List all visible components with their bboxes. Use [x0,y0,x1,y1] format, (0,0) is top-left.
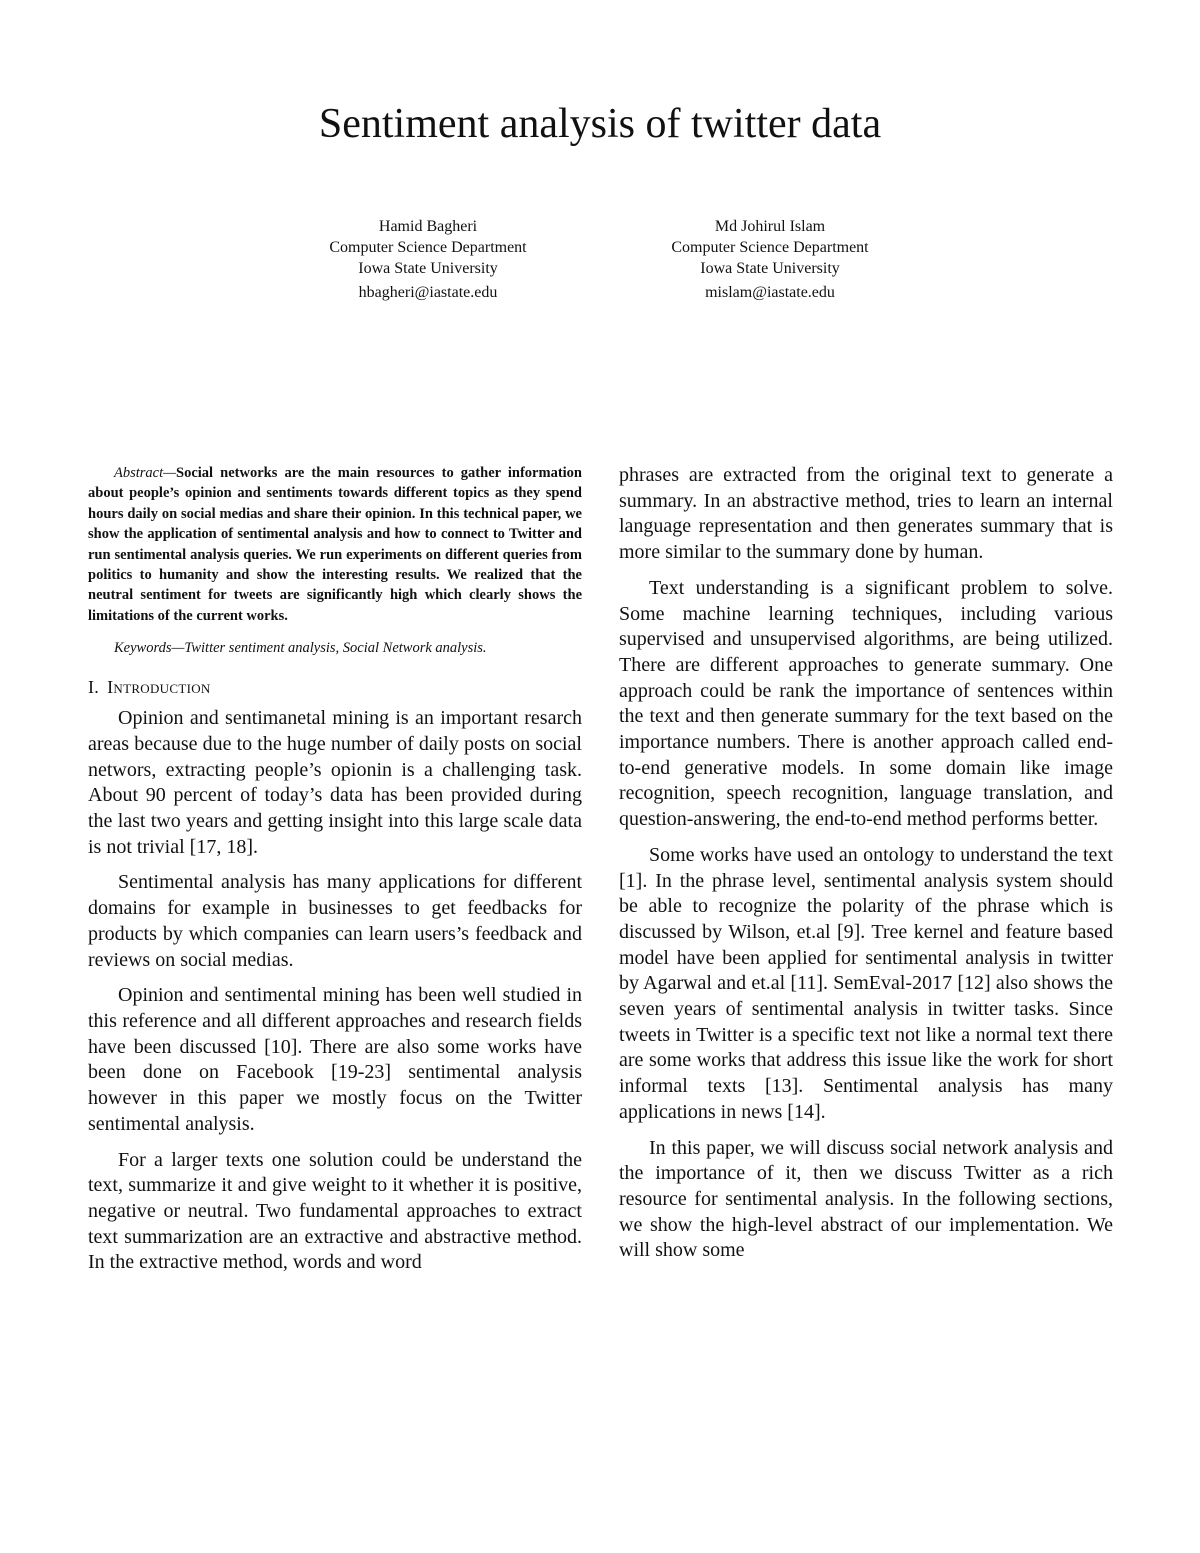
right-column [619,463,1113,1274]
abstract-lead: Abstract— [114,465,177,481]
left-column [88,463,582,1286]
author-block-1 [248,216,608,303]
section-title: Introduction [107,677,211,698]
author-university: Iowa State University [358,260,498,277]
author-department: Computer Science Department [671,239,869,256]
section-heading-introduction [88,676,582,698]
author-block-2 [590,216,950,303]
paper-title: Sentiment analysis of twitter data [318,101,882,147]
author-name: Md Johirul Islam [714,218,826,235]
body-paragraph: Text understanding is a significant problem to solve. Some machine learning techniques, including various supervised and unsupervised algorithms, are being utilized. There are different approaches to generate summary. One approach could be rank the importance of sentences within the text and then generate summary for the text based on the importance numbers. There is another approach called end-to-end generative models. In some domain like image recognition, speech recognition, language translation, and question-answering, the end-to-end method performs better. [619,576,1113,831]
body-paragraph: Sentimental analysis has many applications for different domains for example in businesses to get feedbacks for products by which companies can learn users’s feedback and reviews on social medias. [88,871,582,971]
body-paragraph: Some works have used an ontology to understand the text [1]. In the phrase level, sentimental analysis system should be able to recognize the polarity of the phrase which is discussed by Wilson, et.al [9]. Tree kernel and feature based model have been applied for sentimental analysis in twitter by Agarwal and et.al [11]. SemEval-2017 [12] also shows the seven years of sentimental analysis in twitter tasks. Since tweets in Twitter is a specific text not like a normal text there are some works that address this issue like the work for short informal texts [13]. Sentimental analysis has many applications in news [14]. [619,843,1113,1123]
body-paragraph-continued: phrases are extracted from the original text to generate a summary. In an abstractive method, tries to learn an internal language representation and then generates summary that is more similar to the summary done by human. [619,464,1113,564]
abstract-text: Social networks are the main resources to gather information about people’s opinion and sentiments towards different topics as they spend hours daily on social medias and share their opinion. In this technical paper, we show the application of sentimental analysis and how to connect to Twitter and run sentimental analysis queries. We run experiments on different queries from politics to humanity and show the interesting results. We realized that the neutral sentiment for tweets are significantly high which clearly shows the limitations of the current works. [88,465,582,624]
author-name: Hamid Bagheri [378,218,478,235]
body-paragraph: Opinion and sentimanetal mining is an important resarch areas because due to the huge number of daily posts on social networs, extracting people’s opionin is a challenging task. About 90 percent of today’s data has been provided during the last two years and getting insight into this large scale data is not trivial [17, 18]. [88,707,582,858]
author-email: mislam@iastate.edu [705,284,835,301]
body-paragraph: For a larger texts one solution could be understand the text, summarize it and give weight to it whether it is positive, negative or neutral. Two fundamental approaches to extract text summarization are an extractive and abstractive method. In the extractive method, words and word [88,1148,582,1274]
body-paragraph: Opinion and sentimental mining has been well studied in this reference and all different approaches and research fields have been discussed [10]. There are also some works have been done on Facebook [19-23] sentimental analysis however in this paper we mostly focus on the Twitter sentimental analysis. [88,984,582,1135]
author-university: Iowa State University [700,260,840,277]
body-paragraph: In this paper, we will discuss social network analysis and the importance of it, then we discuss Twitter as a rich resource for sentimental analysis. In the following sections, we show the high-level abstract of our implementation. We will show some [619,1136,1113,1262]
author-department: Computer Science Department [329,239,527,256]
abstract [88,463,582,626]
keywords: Keywords—Twitter sentiment analysis, Social Network analysis. [114,640,487,657]
author-email: hbagheri@iastate.edu [358,284,498,301]
section-number: I. [88,677,100,698]
